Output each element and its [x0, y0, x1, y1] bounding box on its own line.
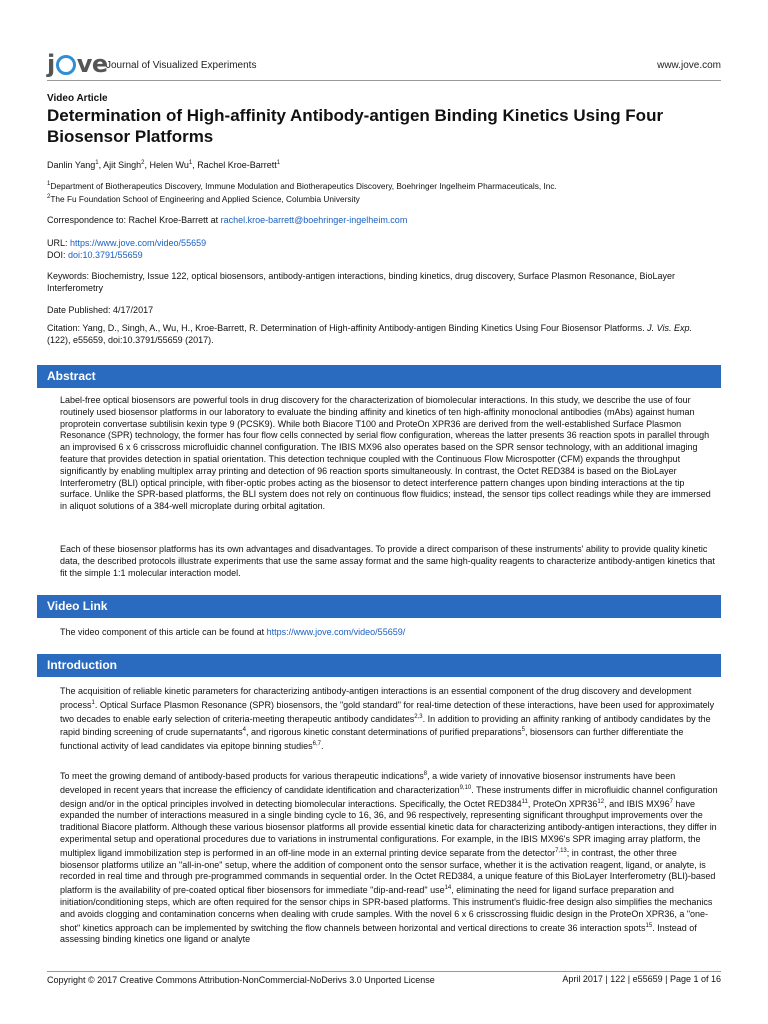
intro-paragraph-1: The acquisition of reliable kinetic parameters for characterizing antibody-antigen interactions is an essential component of the drug discovery and development process$^1$. Optical Surface Plasmon Resonance (SPR) biosensors, the "gold standard" for real-time detection of these interactions, have been used for approximately two decades to enable early selection of criteria-meeting therapeutic antibody candidates$^{2,3}$. In addition to providing an affinity ranking of antibody candidates by the rapid binding screening of crude supernatants$^4$, and rigorous kinetic constant determinations of purified preparations$^5$, biosensors can further differentiate the functional activity of lead candidates via epitope binning studies$^{6,7}$. [60, 686, 715, 752]
author-list: Danlin Yang$^1$, Ajit Singh$^2$, Helen Wu$^1$, Rachel Kroe-Barrett$^1$ [47, 160, 281, 170]
article-doi: DOI: doi:10.3791/55659 [47, 250, 143, 260]
header-divider [47, 80, 721, 81]
date-published: Date Published: 4/17/2017 [47, 305, 154, 315]
copyright-notice: Copyright © 2017 Creative Commons Attribution-NonCommercial-NoDerivs 3.0 Unported License [47, 975, 435, 985]
journal-name: Journal of Visualized Experiments [106, 60, 257, 71]
intro-paragraph-2: To meet the growing demand of antibody-based products for various therapeutic indications$^8$, a wide variety of innovative biosensor instruments have been developed in recent years that increase the efficiency of candidate identification and characterization$^{9,10}$. These instruments differ in microfluidic channel configuration design and/or in the optical principles involved in detecting biomolecular interactions. Specifically, the Octet $RED384^{11}$, ProteOn $XPR36^{12}$, and IBIS $MX96^7$ have expanded the number of interactions measured in a single binding cycle to 16, 36, and 96 respectively, representing significant throughput improvements over the traditional Biacore platform. Although these various biosensor platforms all provide essential kinetic data for characterizing antibody-antigen interactions, they differ in experimental setup and operational procedures due to variations in instrumental configurations. For example, in the IBIS MX96's SPR imaging array platform, the multiplex ligand immobilization step is performed in an off-line mode in an external printing device separate from the detector$^{7,13}$; in contrast, the other three biosensor platforms utilize an "all-in-one" setup, where the addition of component onto the sensor surface, whether it is the activation reagent, ligand, or analyte, is recorded in real time and through pre-programmed commands in sequential order. In the Octet RED384, a unique feature of this BioLayer Interferometry (BLI)-based platform is the availability of pre-coated optical fiber biosensors for immediate "dip-and-read" use$^{14}$, eliminating the need for ligand surface preparation and initiation/conditioning steps, which are often required for the sensor chips in SPR-based platforms. This instrument's fluidic-free design also simplifies the mechanics and avoids clogging and contamination concerns when dealing with crude samples. With the novel 6 x 6 crisscrossing fluidic design in the ProteOn XPR36, a "one-shot" kinetics approach can be implemented by switching the flow channels between horizontal and vertical directions to create 36 interaction spots$^{15}$. Instead of assessing binding kinetics one ligand or analyte [60, 771, 718, 945]
doi-link[interactable]: doi:10.3791/55659 [68, 250, 143, 260]
correspondence-email-link[interactable]: rachel.kroe-barrett@boehringer-ingelheim.com [220, 215, 408, 225]
video-link-heading: Video Link [37, 595, 721, 618]
abstract-paragraph-2: Each of these biosensor platforms has its own advantages and disadvantages. To provide a direct comparison of these instruments' ability to provide quality kinetic data, the described protocols illustrate experiments that use the same assay format and the same high-quality reagents to characterize antibody-antigen kinetics that fit the simple 1:1 molecular interaction model. [60, 544, 715, 578]
correspondence: Correspondence to: Rachel Kroe-Barrett at rachel.kroe-barrett@boehringer-ingelheim.com [47, 215, 408, 225]
journal-header [47, 50, 721, 80]
article-title: Determination of High-affinity Antibody-antigen Binding Kinetics Using Four Biosensor Platforms [47, 106, 664, 146]
introduction-heading: Introduction [37, 654, 721, 677]
article-type: Video Article [47, 93, 108, 104]
article-url: URL: https://www.jove.com/video/55659 [47, 238, 207, 248]
author-name: Ajit Singh [103, 160, 142, 170]
page-info: April 2017 | 122 | e55659 | Page 1 of 16 [562, 974, 721, 984]
citation: Citation: Yang, D., Singh, A., Wu, H., Kroe-Barrett, R. Determination of High-affinity Antibody-antigen Binding Kinetics Using Four Biosensor Platforms. J. Vis. Exp. (122), e55659, doi:10.3791/55659 (2017). [47, 323, 692, 345]
author-name: Rachel Kroe-Barrett [197, 160, 277, 170]
affiliation-1: $^1$Department of Biotherapeutics Discovery, Immune Modulation and Biotherapeutics Discovery, Boehringer Ingelheim Pharmaceuticals, Inc. [47, 180, 557, 191]
article-url-link[interactable]: https://www.jove.com/video/55659 [70, 238, 207, 248]
video-url-link[interactable]: https://www.jove.com/video/55659/ [266, 627, 406, 637]
jove-logo[interactable]: j ve [47, 50, 108, 78]
jove-logo-o-icon [56, 55, 76, 75]
author-name: Helen Wu [149, 160, 189, 170]
footer-divider [47, 971, 721, 972]
keywords: Keywords: Biochemistry, Issue 122, optical biosensors, antibody-antigen interactions, binding kinetics, drug discovery, Surface Plasmon Resonance, BioLayer Interferometry [47, 271, 675, 293]
affiliation-2: $^2$The Fu Foundation School of Engineering and Applied Science, Columbia University [47, 193, 360, 204]
video-link-text: The video component of this article can be found at https://www.jove.com/video/55659/ [60, 627, 406, 637]
site-url[interactable]: www.jove.com [657, 60, 721, 71]
abstract-heading: Abstract [37, 365, 721, 388]
author-name: Danlin Yang [47, 160, 96, 170]
abstract-paragraph-1: Label-free optical biosensors are powerful tools in drug discovery for the characterization of biomolecular interactions. In this study, we describe the use of four routinely used biosensor platforms in our laboratory to evaluate the binding affinity and kinetics of ten high-affinity monoclonal antibodies (mAbs) against human proprotein convertase subtilisin kexin type 9 (PCSK9). While both Biacore T100 and ProteOn XPR36 are derived from the well-established Surface Plasmon Resonance (SPR) technology, the former has four flow cells connected by serial flow configuration, whereas the latter presents 36 reaction spots in parallel through an improvised 6 x 6 crisscross microfluidic channel configuration. The IBIS MX96 also operates based on the SPR sensor technology, with an additional imaging feature that provides detection in spatial orientation. This detection technique coupled with the Continuous Flow Microspotter (CFM) expands the throughput significantly by enabling multiplex array printing and detection of 96 reaction sports simultaneously. In contrast, the Octet RED384 is based on the BioLayer Interferometry (BLI) optical principle, with fiber-optic probes acting as the biosensor to detect interference pattern changes upon binding interactions at the tip surface. Unlike the SPR-based platforms, the BLI system does not rely on continuous flow fluidics; instead, the sensor tips collect readings while they are immersed in aliquot solutions of a 384-well microplate during orbital agitation. [60, 395, 711, 512]
